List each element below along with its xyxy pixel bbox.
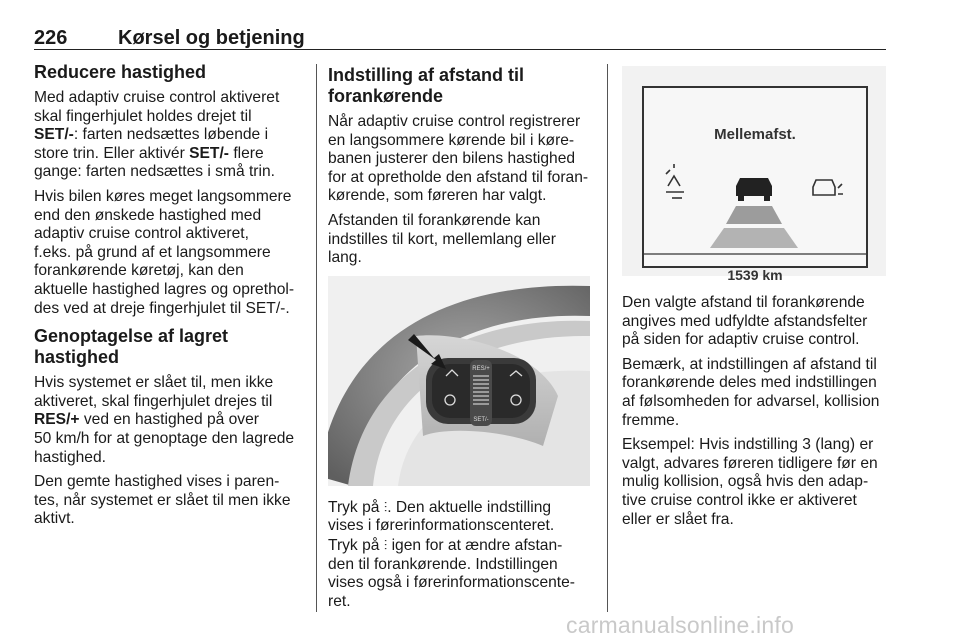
text-line <box>34 411 304 430</box>
page-header <box>34 27 886 50</box>
column-divider-2 <box>607 64 608 612</box>
text-line: banen justerer den bilens hastighed <box>328 150 576 168</box>
text-line: vises også i førerinformationscente- <box>328 574 575 592</box>
column-2 <box>328 65 598 617</box>
bold-term: SET/- <box>189 144 229 162</box>
text-line: Hvis systemet er slået til, men ikke <box>34 374 274 392</box>
page-title: Kørsel og betjening <box>118 27 305 49</box>
res-label: RES/+ <box>472 365 490 372</box>
text-fragment: . Den aktuelle indstilling <box>387 498 552 516</box>
text-line: Eksempel: Hvis indstilling 3 (lang) er <box>622 436 874 454</box>
text-line: Med adaptiv cruise control aktiveret <box>34 89 280 106</box>
vehicle-distance-icon: ⫶ <box>383 498 388 515</box>
text-line: valgt, advares føreren tidligere før en <box>622 454 878 472</box>
paragraph-resume <box>34 374 304 467</box>
text-fragment: : farten nedsættes løbende i <box>73 126 269 144</box>
text-line: den til forankørende. Indstillingen <box>328 555 558 573</box>
steering-wheel-drawing <box>328 276 590 486</box>
paragraph-reduce-speed <box>34 89 304 182</box>
text-line: end den ønskede hastighed med <box>34 206 262 224</box>
paragraph-press-button <box>328 498 598 612</box>
driver-info-display-illustration <box>622 66 886 283</box>
text-line: Bemærk, at indstillingen af afstand til <box>622 355 877 373</box>
text-fragment: ved en hastighed på over <box>79 411 259 429</box>
paragraph-distance-display <box>622 294 890 350</box>
text-line: tes, når systemet er slået til men ikke <box>34 491 291 509</box>
text-line: Når adaptiv cruise control registrerer <box>328 113 581 130</box>
text-line: 50 km/h for at genoptage den lagrede <box>34 429 295 447</box>
text-line: Den gemte hastighed vises i paren- <box>34 473 280 491</box>
text-fragment: store trin. Eller aktivér <box>34 144 190 162</box>
text-line: af følsomheden for advarsel, kollision <box>622 392 880 410</box>
vehicle-ahead-icon <box>736 178 772 201</box>
heading-resume-speed: Genoptagelse af lagret hastighed <box>34 326 229 368</box>
column-divider-1 <box>316 64 317 612</box>
heading-line: forankørende <box>328 86 444 106</box>
text-line: aktivt. <box>34 510 75 528</box>
page-number: 226 <box>34 27 68 49</box>
text-line: lang. <box>328 249 362 267</box>
text-line: vises i førerinformationscenteret. <box>328 517 555 535</box>
text-line: for at opretholde den afstand til foran- <box>328 168 589 186</box>
bold-term: SET/- <box>34 126 74 144</box>
bold-term: RES/+ <box>34 411 80 429</box>
text-line: aktuelle hastighed lagres og oprethol- <box>34 280 295 298</box>
text-fragment: Tryk på <box>328 498 384 516</box>
text-fragment: Tryk på <box>328 536 384 554</box>
paragraph-slow-vehicle <box>34 188 304 318</box>
display-graphics <box>644 148 866 278</box>
text-line <box>328 536 598 556</box>
set-label: SET/- <box>473 416 489 423</box>
heading-line: Indstilling af afstand til <box>328 65 525 85</box>
odometer-reading: 1539 km <box>727 267 783 283</box>
text-line: skal fingerhjulet holdes drejet til <box>34 107 252 125</box>
text-line: mulig kollision, også hvis den adap- <box>622 473 869 491</box>
text-line: eller er slået fra. <box>622 510 734 528</box>
text-line: gange: farten nedsættes i små trin. <box>34 163 275 181</box>
distance-bar-1 <box>726 206 782 224</box>
text-line: fremme. <box>622 411 680 429</box>
text-line: en langsommere kørende bil i køre- <box>328 131 575 149</box>
text-line: hastighed. <box>34 448 106 466</box>
paragraph-shared-setting <box>622 356 890 430</box>
text-line: indstilles til kort, mellemlang eller <box>328 230 556 248</box>
text-line: forankørende køretøj, kan den <box>34 262 244 280</box>
heading-distance-setting <box>328 65 598 107</box>
text-fragment: flere <box>228 144 264 162</box>
column-1 <box>34 62 304 535</box>
text-line: tive cruise control ikke er aktiveret <box>622 491 857 509</box>
text-line: Den valgte afstand til forankørende <box>622 294 865 311</box>
text-line: f.eks. på grund af et langsommere <box>34 243 271 261</box>
paragraph-example <box>622 436 890 529</box>
collision-alert-icon <box>813 180 843 195</box>
text-line: aktiveret, skal fingerhjulet drejes til <box>34 392 273 410</box>
heading-reduce-speed: Reducere hastighed <box>34 62 207 82</box>
column-3 <box>622 66 890 535</box>
watermark: carmanualsonline.info <box>566 612 794 638</box>
steering-wheel-illustration <box>328 276 590 486</box>
driver-info-screen <box>642 86 868 283</box>
text-line: kørende, som føreren har valgt. <box>328 187 547 205</box>
text-line <box>34 126 304 145</box>
text-line: Hvis bilen køres meget langsommere <box>34 187 292 205</box>
display-title: Mellemafst. <box>714 126 796 143</box>
distance-bar-2 <box>710 228 798 248</box>
text-line: adaptiv cruise control aktiveret, <box>34 225 249 243</box>
text-line <box>34 145 304 164</box>
text-line: forankørende deles med indstillingen <box>622 374 877 392</box>
text-fragment: igen for at ændre afstan- <box>387 536 563 554</box>
text-line: ret. <box>328 592 351 610</box>
text-line <box>328 498 598 518</box>
vehicle-distance-icon: ⫶ <box>383 536 388 553</box>
text-line: angives med udfyldte afstandsfelter <box>622 312 868 330</box>
text-line: på siden for adaptiv cruise control. <box>622 331 860 349</box>
paragraph-detection <box>328 113 598 206</box>
text-line: des ved at dreje fingerhjulet til SET/-. <box>34 299 290 317</box>
text-line: Afstanden til forankørende kan <box>328 211 541 229</box>
paragraph-stored-speed <box>34 473 304 529</box>
paragraph-distance-options <box>328 212 598 268</box>
cruise-control-icon <box>666 164 684 198</box>
